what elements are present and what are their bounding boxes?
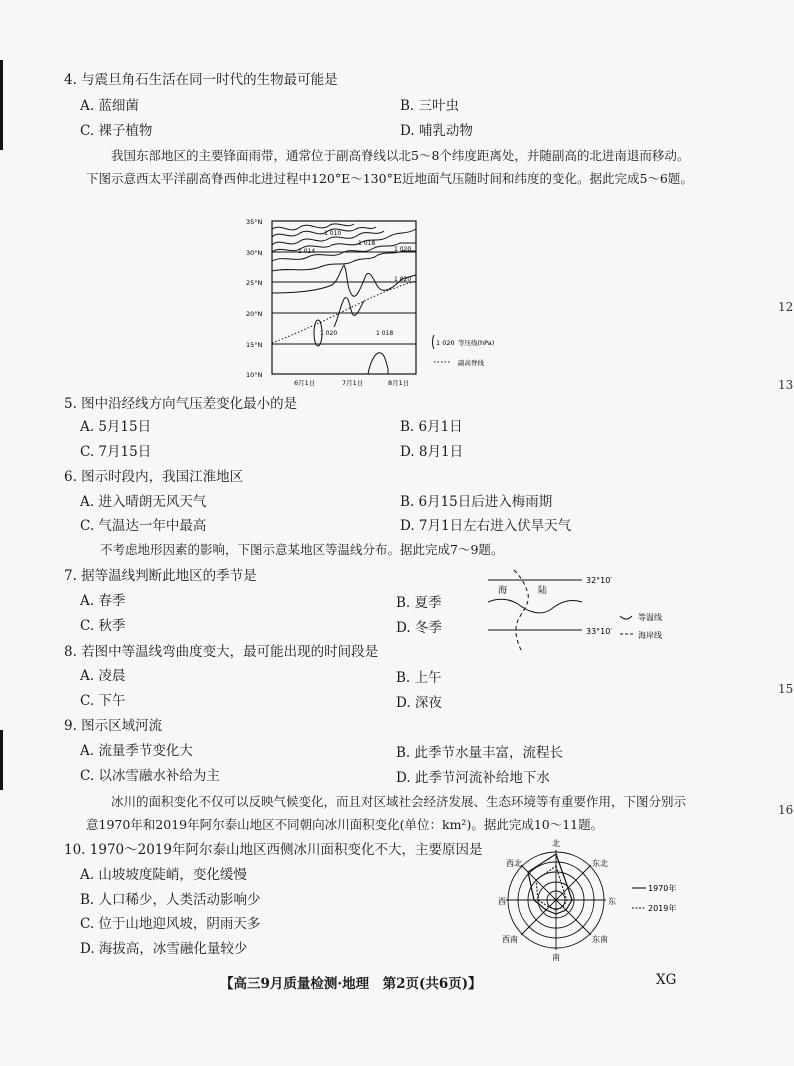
question-10-option-c: C. 位于山地迎风坡，阴雨天多 [80,916,261,932]
isotherm-figure [488,568,688,656]
question-8-option-a: A. 凌晨 [80,668,126,684]
question-10-stem: 10. 1970～2019年阿尔泰山地区西侧冰川面积变化不大，主要原因是 [64,842,483,858]
question-9-option-c: C. 以冰雪融水补给为主 [80,768,220,784]
margin-number: 12 [778,300,794,314]
question-7-option-d: D. 冬季 [396,620,442,636]
question-9-option-d: D. 此季节河流补给地下水 [396,770,550,786]
question-8-option-d: D. 深夜 [396,695,442,711]
legend-isobar-symbol [433,335,435,349]
y-tick-25: 25°N [246,279,263,287]
question-9-option-a: A. 流量季节变化大 [80,743,193,759]
question-5-option-b: B. 6月1日 [400,419,463,435]
passage-10-11: 冰川的面积变化不仅可以反映气候变化，而且对区域社会经济发展、生态环境等有重要作用，下图分别示意1970年和2019年阿尔泰山地区不同朝向冰川面积变化(单位：km²)。据此完成10～11题。 [86,794,687,832]
question-7-option-a: A. 春季 [80,593,126,609]
question-5-option-a: A. 5月15日 [80,419,152,435]
latitude-bottom-label: 33°10′ [586,627,613,636]
question-7-option-b: B. 夏季 [396,595,442,611]
dir-northeast: 东北 [592,859,608,868]
legend-2019: 2019年 [648,904,677,913]
isobar-label: 1 020 [394,276,412,283]
scan-edge-mark [0,60,3,150]
question-10-option-b: B. 人口稀少，人类活动影响少 [80,892,261,908]
passage-7-9: 不考虑地形因素的影响，下图示意某地区等温线分布。据此完成7～9题。 [100,542,504,557]
legend-isobar-label: 等压线(hPa) [458,339,495,347]
question-6-option-d: D. 7月1日左右进入伏旱天气 [400,518,572,534]
dir-southeast: 东南 [592,935,608,944]
question-4-stem: 4. 与震旦角石生活在同一时代的生物最可能是 [64,72,338,88]
question-6-option-a: A. 进入晴朗无风天气 [80,494,207,510]
margin-number: 15 [778,682,794,696]
land-label: 陆 [538,586,548,596]
y-tick-15: 15°N [246,341,263,349]
question-4-option-c: C. 裸子植物 [80,123,153,139]
question-9-option-b: B. 此季节水量丰富，流程长 [396,745,564,761]
sea-label: 海 [498,586,508,596]
question-9-stem: 9. 图示区域河流 [64,718,163,734]
isobar-label: 1 018 [358,240,376,247]
page-footer: 【高三9月质量检测·地理 第2页(共6页)】 [220,976,482,992]
margin-number: 13 [778,378,794,392]
margin-number: 16 [778,803,794,817]
footer-code: XG [656,972,677,988]
dir-north: 北 [552,839,560,848]
legend-isotherm-symbol [620,616,632,619]
question-8-option-c: C. 下午 [80,693,126,709]
dir-southwest: 西南 [502,935,518,944]
dir-west: 西 [498,897,506,906]
x-tick-aug1: 8月1日 [388,379,410,387]
legend-coast-label: 海岸线 [638,631,662,640]
y-tick-20: 20°N [246,310,263,318]
legend-isobar-value: 1 020 [436,339,455,347]
dir-northwest: 西北 [506,859,522,868]
latitude-top-label: 32°10′ [586,576,613,585]
scan-edge-mark [0,730,3,790]
question-5-option-c: C. 7月15日 [80,444,152,460]
isobar-label: 1 018 [376,330,394,337]
question-4-option-a: A. 蓝细菌 [80,98,139,114]
dir-east: 东 [608,897,616,906]
isobar-label: 1 014 [298,248,316,255]
isobar-label: 1 020 [320,330,338,337]
pressure-latitude-figure [238,215,538,387]
question-7-option-c: C. 秋季 [80,618,126,634]
question-8-option-b: B. 上午 [396,670,442,686]
x-tick-jun1: 6月1日 [294,379,316,387]
question-8-stem: 8. 若图中等温线弯曲度变大，最可能出现的时间段是 [64,644,379,660]
isobar-label: 1 010 [324,230,342,237]
question-4-option-d: D. 哺乳动物 [400,123,473,139]
y-tick-35: 35°N [246,218,263,226]
y-tick-30: 30°N [246,249,263,257]
question-10-option-a: A. 山坡坡度陡峭，变化缓慢 [80,867,247,883]
question-6-option-c: C. 气温达一年中最高 [80,518,207,534]
passage-5-6: 我国东部地区的主要锋面雨带，通常位于副高脊线以北5～8个纬度距离处，并随副高的北进南退而移动。下图示意西太平洋副高脊西伸北进过程中120°E～130°E近地面气压随时间和纬度的变化。据此完成5～6题。 [86,148,693,186]
glacier-area-radar-figure [494,836,694,964]
dir-south: 南 [552,953,560,962]
x-tick-jul1: 7月1日 [342,379,364,387]
question-4-option-b: B. 三叶虫 [400,98,460,114]
y-tick-10: 10°N [246,371,263,379]
question-7-stem: 7. 据等温线判断此地区的季节是 [64,568,257,584]
question-5-option-d: D. 8月1日 [400,444,464,460]
legend-1970: 1970年 [648,884,677,893]
question-6-stem: 6. 图示时段内，我国江淮地区 [64,469,244,485]
question-10-option-d: D. 海拔高，冰雪融化量较少 [80,941,248,957]
legend-ridge-label: 副高脊线 [458,359,484,367]
legend-isotherm-label: 等温线 [638,613,662,622]
isobar-label: 1 020 [394,246,412,253]
question-5-stem: 5. 图中沿经线方向气压差变化最小的是 [64,396,298,412]
question-6-option-b: B. 6月15日后进入梅雨期 [400,494,553,510]
